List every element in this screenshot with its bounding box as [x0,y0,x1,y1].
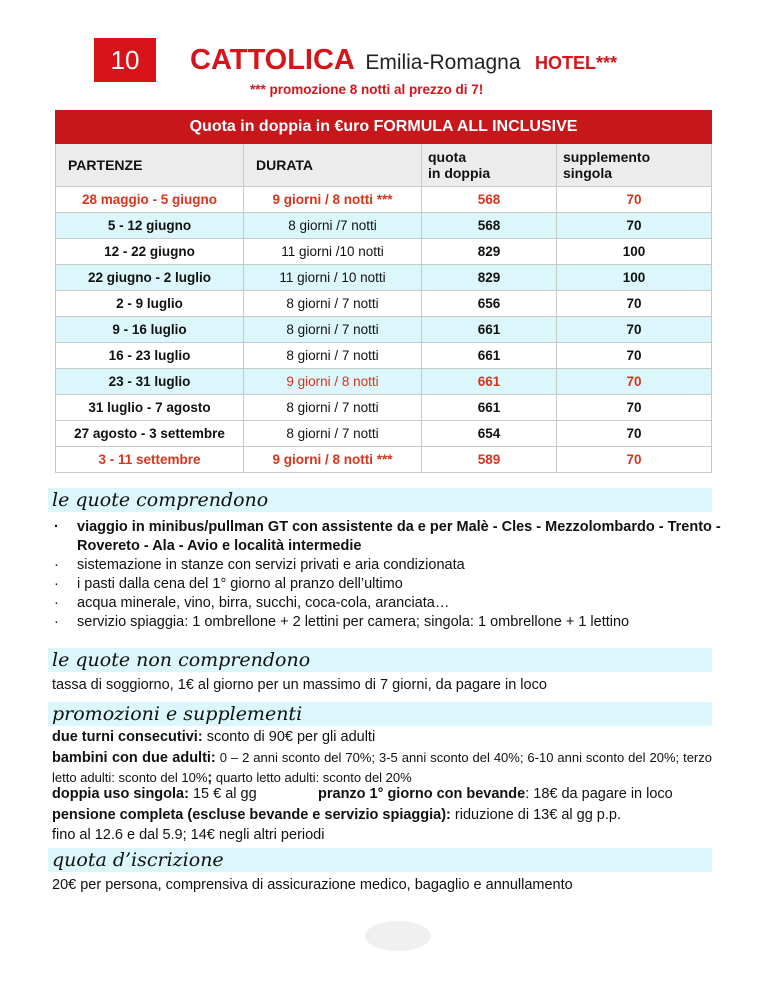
pensione-text: riduzione di 13€ al gg p.p. [450,807,621,823]
header-supp-line1: supplemento [563,149,651,165]
page-number-badge: 10 [94,38,156,82]
turni-text: sconto di 90€ per gli adulti [202,729,376,745]
table-row [56,187,712,213]
comprendono-list [52,518,722,632]
cell-durata: 11 giorni / 10 notti [244,265,422,291]
cell-supplemento: 70 [557,343,712,369]
cell-supplemento: 70 [557,369,712,395]
list-item-text: viaggio in minibus/pullman GT con assistente da e per Malè - Cles - Mezzolombardo - Trento - Rovereto - Ala - Avio e località intermedie [77,519,721,554]
doppia-label: doppia uso singola: [52,786,189,802]
list-item [52,556,722,575]
cell-durata: 11 giorni /10 notti [244,239,422,265]
doppia-text: 15 € al gg [188,786,257,802]
promo-turni [52,728,712,747]
pensione-label: pensione completa (escluse bevande e servizio spiaggia): [52,807,451,823]
cell-partenze: 31 luglio - 7 agosto [56,395,244,421]
cell-supplemento: 100 [557,265,712,291]
cell-partenze: 2 - 9 luglio [56,291,244,317]
cell-quota: 829 [422,239,557,265]
cell-supplemento: 100 [557,239,712,265]
cell-partenze: 5 - 12 giugno [56,213,244,239]
promo-pensione [52,806,712,825]
cell-quota: 568 [422,187,557,213]
cell-durata: 9 giorni / 8 notti *** [244,447,422,473]
cell-supplemento: 70 [557,421,712,447]
cell-partenze: 3 - 11 settembre [56,447,244,473]
list-item [52,613,722,632]
cell-durata: 8 giorni / 7 notti [244,421,422,447]
bambini-sep: ; [207,770,213,786]
promotion-note: *** promozione 8 notti al prezzo di 7! [250,82,484,97]
cell-durata: 8 giorni / 7 notti [244,291,422,317]
list-item [52,575,722,594]
cell-partenze: 16 - 23 luglio [56,343,244,369]
city-title: CATTOLICA [190,44,355,76]
bullet-dot: · [54,595,59,611]
non-comprendono-text: tassa di soggiorno, 1€ al giorno per un massimo di 7 giorni, da pagare in loco [52,677,547,693]
price-table [55,110,712,473]
footer-ellipse [365,921,431,951]
list-item-text: i pasti dalla cena del 1° giorno al pranzo dell’ultimo [77,576,403,592]
promo-pensione-periodi: fino al 12.6 e dal 5.9; 14€ negli altri periodi [52,827,325,843]
bullet-dot: · [54,614,59,630]
table-row [56,239,712,265]
section-heading-promozioni: promozioni e supplementi [48,702,712,726]
table-row [56,317,712,343]
header-quota-line2: in doppia [428,165,491,181]
header-quota-line1: quota [428,149,467,165]
cell-quota: 589 [422,447,557,473]
cell-partenze: 9 - 16 luglio [56,317,244,343]
list-item-text: servizio spiaggia: 1 ombrellone + 2 lettini per camera; singola: 1 ombrellone + 1 lettino [77,614,630,630]
table-row [56,421,712,447]
cell-quota: 661 [422,343,557,369]
cell-quota: 568 [422,213,557,239]
bullet-dot: · [54,576,59,592]
bullet-dot: · [54,519,59,535]
cell-partenze: 27 agosto - 3 settembre [56,421,244,447]
pranzo-label: pranzo 1° giorno con bevande [318,786,526,802]
cell-quota: 661 [422,395,557,421]
cell-supplemento: 70 [557,317,712,343]
table-row [56,343,712,369]
bambini-label: bambini con due adulti: [52,750,216,766]
table-row [56,447,712,473]
list-item-text: sistemazione in stanze con servizi privati e aria condizionata [77,557,465,573]
cell-quota: 656 [422,291,557,317]
table-caption: Quota in doppia in €uro FORMULA ALL INCLUSIVE [56,111,712,144]
cell-partenze: 12 - 22 giugno [56,239,244,265]
bullet-dot: · [54,557,59,573]
cell-quota: 829 [422,265,557,291]
promo-bambini [52,748,712,788]
table-row [56,213,712,239]
cell-supplemento: 70 [557,291,712,317]
promo-pranzo [318,785,718,804]
cell-partenze: 22 giugno - 2 luglio [56,265,244,291]
cell-supplemento: 70 [557,187,712,213]
list-item-text: acqua minerale, vino, birra, succhi, coca-cola, aranciata… [77,595,450,611]
cell-durata: 8 giorni / 7 notti [244,395,422,421]
header-supp-line2: singola [563,165,613,181]
cell-partenze: 28 maggio - 5 giugno [56,187,244,213]
bambini-text: 0 – 2 anni sconto del 70%; 3-5 anni sconto del 40%; 6-10 anni sconto del 20%; terzo letto adulti: sconto del 10% [52,750,712,785]
cell-durata: 8 giorni / 7 notti [244,317,422,343]
cell-quota: 661 [422,317,557,343]
header-partenze: PARTENZE [56,144,244,187]
header-durata: DURATA [244,144,422,187]
cell-supplemento: 70 [557,447,712,473]
cell-durata: 9 giorni / 8 notti *** [244,187,422,213]
table-row [56,265,712,291]
section-heading-non-comprendono: le quote non comprendono [48,648,712,672]
table-row [56,369,712,395]
pranzo-text: : 18€ da pagare in loco [525,786,673,802]
list-item [52,518,722,556]
hotel-label: HOTEL*** [535,53,618,73]
cell-supplemento: 70 [557,395,712,421]
header-quota [422,144,557,187]
cell-durata: 8 giorni /7 notti [244,213,422,239]
cell-quota: 661 [422,369,557,395]
cell-durata: 8 giorni / 7 notti [244,343,422,369]
section-heading-iscrizione: quota d’iscrizione [48,848,712,872]
cell-supplemento: 70 [557,213,712,239]
iscrizione-text: 20€ per persona, comprensiva di assicurazione medico, bagaglio e annullamento [52,877,573,893]
list-item [52,594,722,613]
turni-label: due turni consecutivi: [52,729,203,745]
header-supplemento [557,144,712,187]
title-line [190,44,617,77]
table-row [56,395,712,421]
bambini-text2: quarto letto adulti: sconto del 20% [212,770,412,785]
table-row [56,291,712,317]
section-heading-comprendono: le quote comprendono [48,488,712,512]
region-label: Emilia-Romagna [365,51,521,74]
cell-partenze: 23 - 31 luglio [56,369,244,395]
cell-durata: 9 giorni / 8 notti [244,369,422,395]
cell-quota: 654 [422,421,557,447]
